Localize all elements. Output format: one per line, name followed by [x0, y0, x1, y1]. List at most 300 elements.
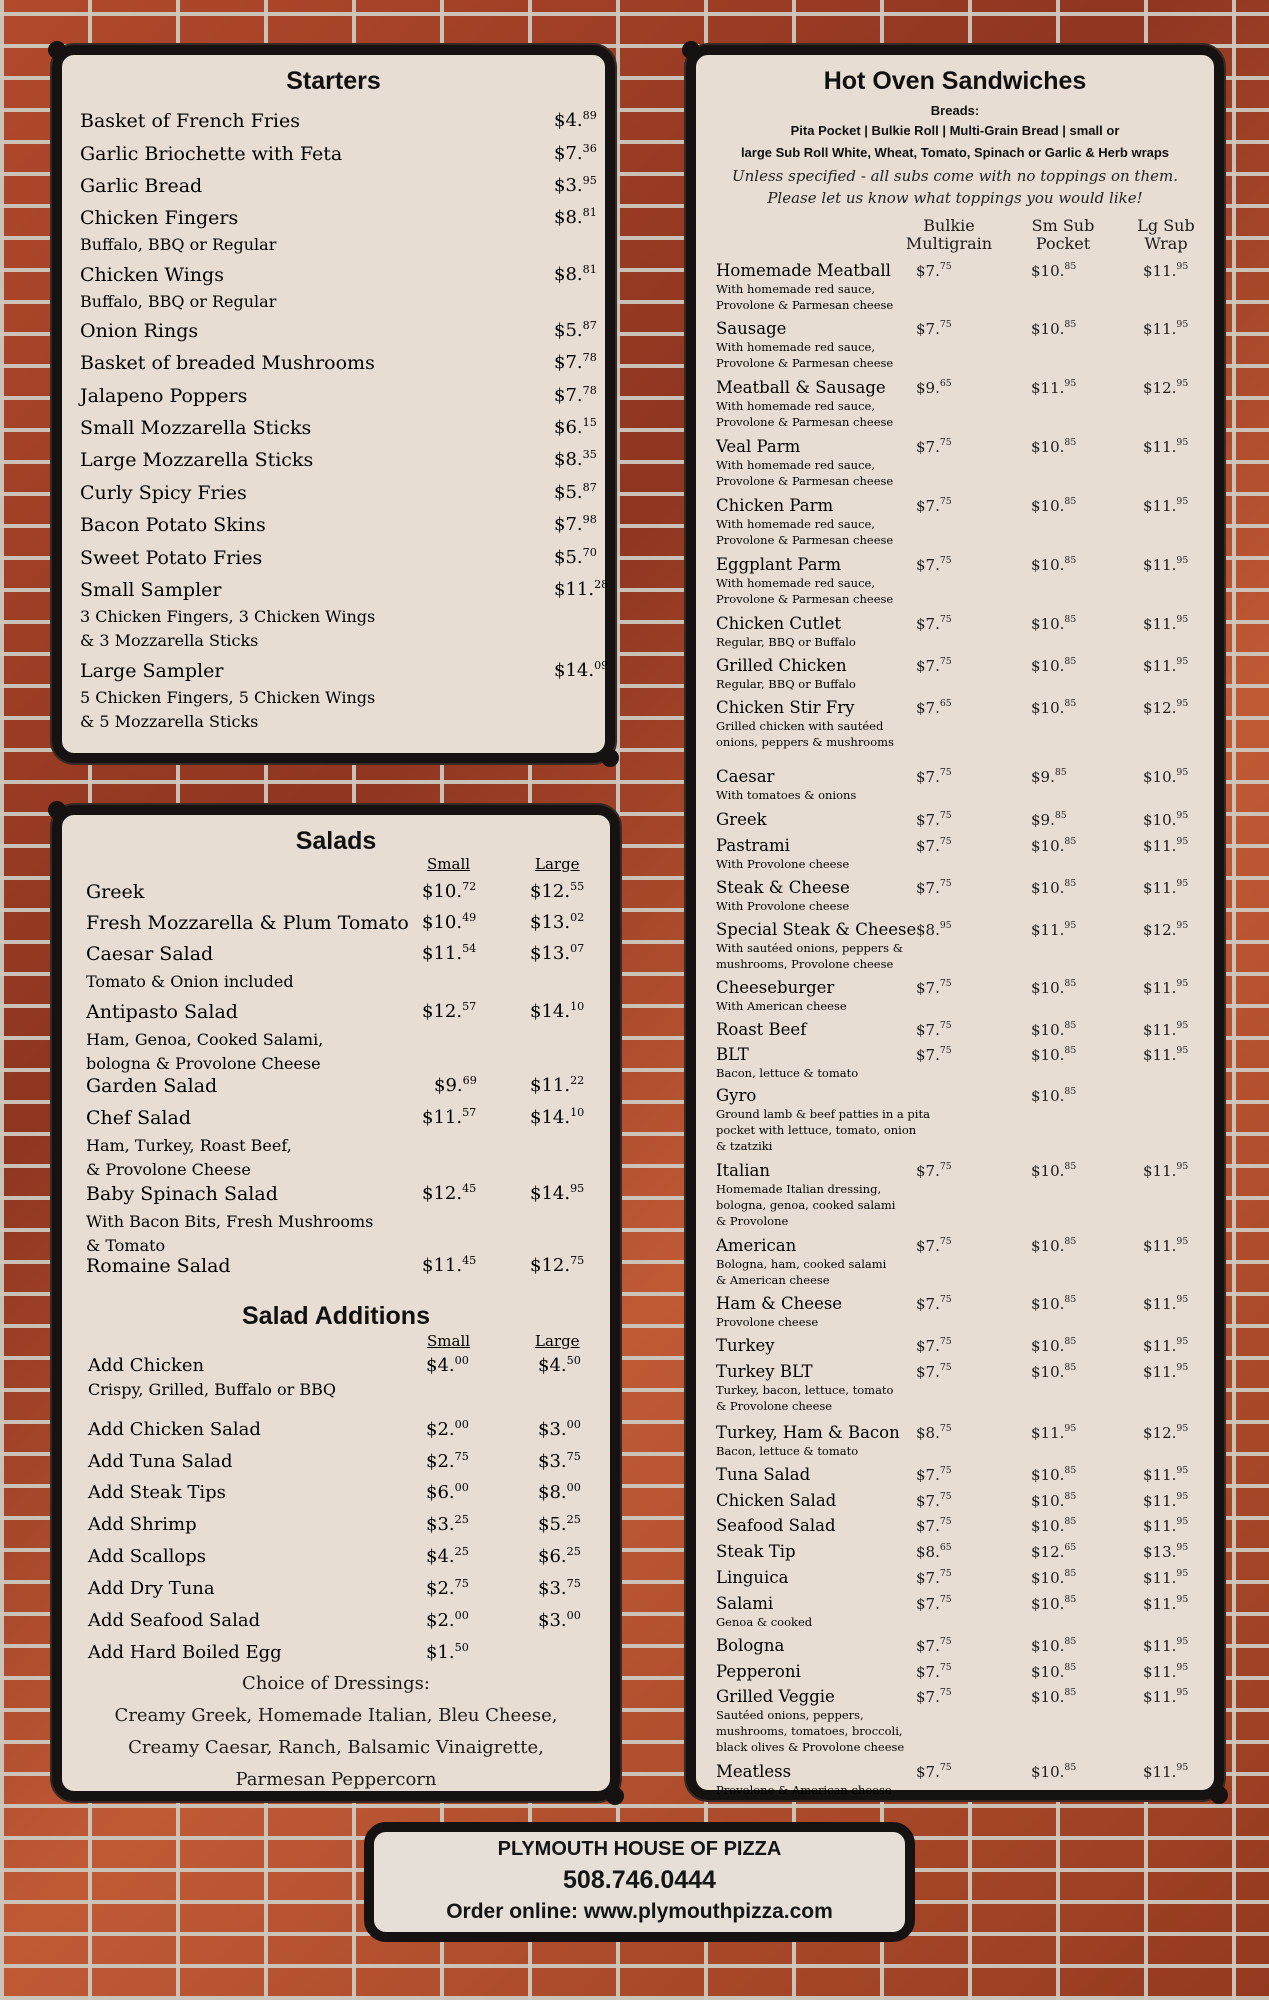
starter-name: Basket of breaded Mushrooms: [80, 352, 375, 374]
sandwich-desc: Bacon, lettuce & tomato: [716, 1066, 859, 1080]
price-cents: 00: [454, 1354, 469, 1367]
salad-price-large: [530, 1075, 584, 1096]
price-dollars: $7.: [916, 320, 940, 338]
addition-price-small: [426, 1610, 469, 1631]
price-cents: 25: [454, 1545, 469, 1558]
price-dollars: $4.: [554, 110, 583, 131]
price-dollars: $13.: [1143, 1543, 1177, 1561]
price-dollars: $7.: [916, 1363, 940, 1381]
sandwich-price: [1031, 1543, 1076, 1561]
price-cents: 85: [1064, 1045, 1077, 1056]
price-cents: 95: [1176, 1662, 1189, 1673]
salad-name: Antipasto Salad: [86, 1001, 238, 1023]
price-cents: 65: [939, 698, 952, 709]
price-dollars: $11.: [1143, 1517, 1177, 1535]
sandwich-desc: Bologna, ham, cooked salami: [716, 1257, 887, 1271]
breads-line: Pita Pocket | Bulkie Roll | Multi-Grain Bread | small or: [790, 123, 1120, 138]
price-cents: 85: [1064, 1294, 1077, 1305]
price-cents: 85: [1064, 319, 1077, 330]
price-dollars: $4.: [426, 1546, 455, 1567]
price-cents: 95: [1176, 1568, 1189, 1579]
price-cents: 50: [454, 1641, 469, 1654]
starter-name: Onion Rings: [80, 320, 199, 342]
price-dollars: $7.: [916, 1763, 940, 1781]
price-dollars: $3.: [554, 175, 583, 196]
sandwich-price: [1031, 699, 1076, 717]
price-dollars: $10.: [1031, 320, 1065, 338]
phone-number: 508.746.0444: [563, 1866, 716, 1894]
dressings-title: Choice of Dressings:: [242, 1673, 430, 1694]
salad-price-large: [530, 881, 584, 902]
starter-price: [554, 207, 597, 228]
sandwiches-panel: [686, 45, 1224, 1800]
sandwich-price: [1143, 811, 1188, 829]
sandwich-price: [1143, 1688, 1188, 1706]
salad-desc: bologna & Provolone Cheese: [86, 1054, 321, 1073]
price-cents: 75: [566, 1577, 581, 1590]
price-cents: 85: [1064, 878, 1077, 889]
price-cents: 78: [582, 384, 597, 397]
starter-price: [554, 579, 608, 600]
price-dollars: $12.: [1143, 379, 1177, 397]
sandwich-price: [1143, 379, 1188, 397]
sandwich-price: [1031, 1517, 1076, 1535]
sandwich-desc: Turkey, bacon, lettuce, tomato: [716, 1383, 894, 1397]
price-dollars: $10.: [1031, 1046, 1065, 1064]
footer-banner: [364, 1822, 915, 1942]
price-cents: 09: [594, 659, 609, 672]
price-dollars: $10.: [1031, 1466, 1065, 1484]
sandwich-desc: With homemade red sauce,: [716, 517, 875, 531]
price-cents: 75: [939, 1662, 952, 1673]
breads-line: large Sub Roll White, Wheat, Tomato, Spinach or Garlic & Herb wraps: [740, 145, 1170, 160]
starter-name: Curly Spicy Fries: [80, 482, 247, 504]
salad-name: Chef Salad: [86, 1107, 192, 1129]
price-cents: 95: [1176, 437, 1189, 448]
addition-price-large: [538, 1482, 581, 1503]
price-cents: 75: [939, 836, 952, 847]
price-cents: 75: [454, 1577, 469, 1590]
price-cents: 95: [1176, 555, 1189, 566]
price-cents: 75: [939, 555, 952, 566]
price-dollars: $13.: [530, 943, 571, 964]
sandwich-name: Bologna: [716, 1636, 785, 1655]
price-dollars: $10.: [1031, 262, 1065, 280]
price-dollars: $14.: [530, 1001, 571, 1022]
addition-price-small: [426, 1514, 469, 1535]
price-dollars: $10.: [1031, 837, 1065, 855]
price-dollars: $10.: [1031, 1595, 1065, 1613]
starter-price: [554, 385, 597, 406]
price-dollars: $7.: [916, 1466, 940, 1484]
sandwich-price: [916, 1424, 952, 1442]
salad-price-small: [422, 1183, 476, 1204]
sandwich-desc: Provolone cheese: [716, 1315, 819, 1329]
price-dollars: $9.: [916, 379, 940, 397]
price-cents: 00: [454, 1609, 469, 1622]
price-cents: 95: [1176, 1020, 1189, 1031]
sandwich-price: [1143, 1237, 1188, 1255]
price-dollars: $1.: [426, 1642, 455, 1663]
price-dollars: $6.: [426, 1482, 455, 1503]
price-dollars: $10.: [1031, 615, 1065, 633]
sandwich-price: [1143, 1663, 1188, 1681]
price-cents: 85: [1054, 810, 1067, 821]
price-dollars: $13.: [530, 912, 571, 933]
salad-desc: Tomato & Onion included: [86, 972, 294, 991]
sandwich-price: [916, 1543, 952, 1561]
price-dollars: $7.: [916, 879, 940, 897]
price-dollars: $7.: [916, 1637, 940, 1655]
starter-price: [554, 175, 597, 196]
sandwich-price: [1031, 615, 1076, 633]
sandwich-desc: Genoa & cooked: [716, 1615, 813, 1629]
sandwich-name: Grilled Veggie: [716, 1687, 835, 1706]
price-cents: 85: [1064, 437, 1077, 448]
sandwich-price: [1031, 1021, 1076, 1039]
sandwich-price: [1143, 1337, 1188, 1355]
sandwich-desc: onions, peppers & mushrooms: [716, 735, 894, 749]
sandwich-price: [916, 1295, 952, 1313]
price-cents: 81: [582, 206, 597, 219]
starter-name: Small Sampler: [80, 579, 222, 601]
starter-price: [554, 417, 597, 438]
price-cents: 00: [566, 1418, 581, 1431]
price-cents: 70: [582, 546, 597, 559]
price-dollars: $10.: [1031, 1021, 1065, 1039]
starter-name: Garlic Bread: [80, 175, 203, 197]
sandwich-name: Homemade Meatball: [716, 261, 891, 280]
price-dollars: $7.: [554, 385, 583, 406]
price-dollars: $7.: [916, 1237, 940, 1255]
price-dollars: $10.: [1031, 438, 1065, 456]
price-dollars: $12.: [1031, 1543, 1065, 1561]
price-dollars: $11.: [1143, 1162, 1177, 1180]
price-dollars: $11.: [422, 1107, 463, 1128]
sandwich-name: Grilled Chicken: [716, 656, 847, 675]
addition-price-large: [538, 1451, 581, 1472]
sandwich-price: [1031, 1337, 1076, 1355]
sandwich-desc: Provolone & American cheese: [716, 1783, 892, 1797]
price-dollars: $8.: [554, 207, 583, 228]
sandwich-name: Linguica: [716, 1568, 789, 1587]
price-cents: 95: [1176, 1336, 1189, 1347]
price-cents: 85: [1064, 1020, 1077, 1031]
sandwich-price: [916, 1517, 952, 1535]
sandwich-price: [916, 768, 952, 786]
price-dollars: $10.: [422, 881, 463, 902]
starter-price: [554, 449, 597, 470]
price-cents: 85: [1064, 1336, 1077, 1347]
price-cents: 95: [1176, 1161, 1189, 1172]
price-cents: 25: [566, 1513, 581, 1526]
sandwich-price: [1143, 1637, 1188, 1655]
column-header-text: Bulkie: [923, 216, 975, 235]
sandwich-desc: Sautéed onions, peppers,: [716, 1708, 864, 1722]
sandwich-name: Turkey BLT: [716, 1362, 813, 1381]
starter-price: [554, 547, 597, 568]
price-dollars: $8.: [916, 1543, 940, 1561]
sandwich-desc: Provolone & Parmesan cheese: [716, 533, 894, 547]
price-cents: 95: [1176, 614, 1189, 625]
starter-price: [554, 660, 608, 681]
sandwich-price: [1031, 1363, 1076, 1381]
price-dollars: $10.: [1031, 657, 1065, 675]
price-dollars: $11.: [1143, 556, 1177, 574]
sandwich-name: Caesar: [716, 767, 775, 786]
salad-price-large: [530, 1107, 584, 1128]
price-cents: 95: [1176, 496, 1189, 507]
price-cents: 95: [1176, 1516, 1189, 1527]
sandwich-price: [1031, 811, 1067, 829]
addition-price-small: [426, 1451, 469, 1472]
sandwich-price: [916, 615, 952, 633]
price-dollars: $12.: [1143, 1424, 1177, 1442]
price-cents: 75: [939, 767, 952, 778]
sandwich-price: [1143, 1569, 1188, 1587]
sandwich-desc: Grilled chicken with sautéed: [716, 719, 884, 733]
price-cents: 95: [1176, 1294, 1189, 1305]
sandwich-desc: Provolone & Parmesan cheese: [716, 356, 894, 370]
price-dollars: $11.: [1143, 1363, 1177, 1381]
price-cents: 95: [1176, 1542, 1189, 1553]
sandwich-desc: With homemade red sauce,: [716, 576, 875, 590]
sandwiches-title: Hot Oven Sandwiches: [823, 67, 1087, 95]
column-header-bulkie: [904, 217, 994, 253]
sandwich-desc: Homemade Italian dressing,: [716, 1182, 882, 1196]
price-dollars: $3.: [538, 1610, 567, 1631]
price-dollars: $11.: [1143, 1595, 1177, 1613]
price-cents: 57: [462, 1000, 477, 1013]
price-cents: 85: [1064, 1568, 1077, 1579]
price-dollars: $8.: [554, 449, 583, 470]
sandwich-price: [1143, 262, 1188, 280]
starter-name: Chicken Fingers: [80, 207, 239, 229]
sandwich-price: [1143, 1363, 1188, 1381]
price-cents: 95: [1176, 810, 1189, 821]
sandwich-price: [1143, 699, 1188, 717]
sandwich-desc: With American cheese: [716, 999, 847, 1013]
price-cents: 95: [1176, 1594, 1189, 1605]
price-cents: 75: [939, 1161, 952, 1172]
price-cents: 49: [462, 911, 477, 924]
price-dollars: $10.: [1031, 1517, 1065, 1535]
price-dollars: $11.: [1143, 1688, 1177, 1706]
price-cents: 85: [1054, 767, 1067, 778]
column-header-text: Sm Sub: [1031, 216, 1095, 235]
price-dollars: $8.: [554, 264, 583, 285]
sandwich-name: BLT: [716, 1045, 749, 1064]
salads-title: Salads: [295, 827, 377, 855]
sandwich-price: [1031, 1087, 1076, 1105]
price-dollars: $8.: [538, 1482, 567, 1503]
price-cents: 69: [462, 1074, 477, 1087]
sandwich-price: [1031, 837, 1076, 855]
price-cents: 45: [462, 1254, 477, 1267]
breads-label: Breads:: [930, 103, 980, 118]
price-cents: 85: [1064, 614, 1077, 625]
sandwich-price: [1031, 657, 1076, 675]
sandwich-price: [916, 1021, 952, 1039]
price-dollars: $7.: [916, 556, 940, 574]
additions-title: Salad Additions: [242, 1302, 430, 1330]
price-cents: 75: [939, 496, 952, 507]
price-cents: 85: [1064, 978, 1077, 989]
sandwich-price: [916, 1337, 952, 1355]
sandwich-price: [916, 699, 952, 717]
price-dollars: $6.: [554, 417, 583, 438]
price-cents: 85: [1064, 261, 1077, 272]
price-dollars: $7.: [916, 1021, 940, 1039]
sandwich-name: Pastrami: [716, 836, 790, 855]
starter-price: [554, 320, 597, 341]
price-cents: 55: [570, 880, 585, 893]
price-cents: 81: [582, 263, 597, 276]
dressings-line: Parmesan Peppercorn: [235, 1769, 437, 1790]
salads-small-header: Small: [427, 855, 471, 873]
price-dollars: $10.: [1031, 1492, 1065, 1510]
price-dollars: $9.: [1031, 768, 1055, 786]
salad-price-large: [530, 943, 584, 964]
addition-price-large: [538, 1355, 581, 1376]
sandwich-name: Special Steak & Cheese: [716, 920, 917, 939]
salad-price-small: [422, 943, 476, 964]
sandwich-price: [1031, 1688, 1076, 1706]
price-cents: 28: [594, 578, 609, 591]
price-dollars: $10.: [1031, 1087, 1065, 1105]
price-cents: 15: [582, 416, 597, 429]
price-dollars: $10.: [1031, 1763, 1065, 1781]
price-cents: 95: [1176, 1491, 1189, 1502]
price-dollars: $11.: [1143, 1466, 1177, 1484]
starter-desc: & 3 Mozzarella Sticks: [80, 631, 259, 650]
sandwich-price: [1143, 1492, 1188, 1510]
sandwich-price: [916, 1363, 952, 1381]
starter-price: [554, 110, 597, 131]
addition-name: Add Scallops: [88, 1546, 207, 1567]
price-dollars: $7.: [916, 1688, 940, 1706]
sandwich-price: [1143, 556, 1188, 574]
price-cents: 75: [454, 1450, 469, 1463]
starter-desc: & 5 Mozzarella Sticks: [80, 712, 259, 731]
sandwich-name: Greek: [716, 810, 767, 829]
price-dollars: $11.: [1143, 1637, 1177, 1655]
price-dollars: $11.: [1143, 1763, 1177, 1781]
price-cents: 95: [1176, 1465, 1189, 1476]
sandwich-price: [916, 320, 952, 338]
price-dollars: $14.: [554, 660, 595, 681]
sandwich-price: [1031, 1595, 1076, 1613]
sandwich-price: [1143, 657, 1188, 675]
price-cents: 65: [939, 378, 952, 389]
price-dollars: $11.: [1143, 1021, 1177, 1039]
price-cents: 85: [1064, 1236, 1077, 1247]
price-dollars: $11.: [1143, 1295, 1177, 1313]
price-cents: 57: [462, 1106, 477, 1119]
salad-name: Caesar Salad: [86, 943, 214, 965]
sandwich-name: Salami: [716, 1594, 774, 1613]
price-cents: 10: [570, 1106, 585, 1119]
price-dollars: $9.: [434, 1075, 463, 1096]
salad-desc: Ham, Turkey, Roast Beef,: [86, 1136, 292, 1155]
sandwich-price: [1031, 379, 1076, 397]
addition-name: Add Tuna Salad: [88, 1451, 233, 1472]
addition-name: Add Chicken Salad: [88, 1419, 261, 1440]
sandwich-price: [916, 1569, 952, 1587]
price-dollars: $10.: [1143, 768, 1177, 786]
starter-name: Basket of French Fries: [80, 110, 300, 132]
sandwich-desc: With homemade red sauce,: [716, 282, 875, 296]
sandwich-price: [916, 1046, 952, 1064]
price-cents: 75: [939, 1762, 952, 1773]
price-cents: 75: [939, 261, 952, 272]
sandwich-name: Veal Parm: [716, 437, 801, 456]
price-dollars: $8.: [916, 921, 940, 939]
additions-large-header: Large: [535, 1332, 580, 1350]
sandwich-price: [916, 1595, 952, 1613]
addition-name: Add Seafood Salad: [88, 1610, 261, 1631]
price-cents: 85: [1064, 1491, 1077, 1502]
price-dollars: $11.: [1143, 1237, 1177, 1255]
addition-name: Add Chicken: [88, 1355, 205, 1376]
salad-price-small: [434, 1075, 477, 1096]
price-cents: 85: [1064, 496, 1077, 507]
price-cents: 85: [1064, 698, 1077, 709]
sandwich-name: American: [716, 1236, 797, 1255]
salad-price-large: [530, 1255, 584, 1276]
price-cents: 85: [1064, 555, 1077, 566]
sandwich-price: [916, 262, 952, 280]
price-dollars: $12.: [1143, 699, 1177, 717]
sandwich-desc: & Provolone: [716, 1214, 789, 1228]
sandwich-price: [1031, 1637, 1076, 1655]
sandwich-price: [1143, 1763, 1188, 1781]
sandwich-name: Steak Tip: [716, 1542, 796, 1561]
price-cents: 95: [1064, 1423, 1077, 1434]
price-dollars: $11.: [1143, 1337, 1177, 1355]
price-cents: 75: [939, 656, 952, 667]
sandwich-desc: With homemade red sauce,: [716, 458, 875, 472]
price-dollars: $12.: [422, 1001, 463, 1022]
starter-name: Sweet Potato Fries: [80, 547, 263, 569]
addition-price-large: [538, 1546, 581, 1567]
addition-name: Add Dry Tuna: [88, 1578, 215, 1599]
price-dollars: $6.: [538, 1546, 567, 1567]
addition-price-small: [426, 1419, 469, 1440]
price-dollars: $7.: [916, 1595, 940, 1613]
addition-price-large: [538, 1578, 581, 1599]
price-dollars: $11.: [1143, 615, 1177, 633]
column-header-lg-sub: [1126, 217, 1206, 253]
salad-price-large: [530, 912, 584, 933]
price-cents: 75: [939, 1491, 952, 1502]
sandwich-desc: Bacon, lettuce & tomato: [716, 1444, 859, 1458]
price-cents: 75: [939, 1336, 952, 1347]
sandwich-price: [916, 497, 952, 515]
salad-name: Baby Spinach Salad: [86, 1183, 278, 1205]
salad-desc: With Bacon Bits, Fresh Mushrooms: [86, 1212, 374, 1231]
sandwich-desc: mushrooms, Provolone cheese: [716, 957, 894, 971]
sandwich-name: Pepperoni: [716, 1662, 801, 1681]
price-dollars: $7.: [916, 1492, 940, 1510]
price-dollars: $11.: [1143, 262, 1177, 280]
addition-desc: Crispy, Grilled, Buffalo or BBQ: [88, 1380, 337, 1399]
note-line: Unless specified - all subs come with no toppings on them.: [732, 167, 1178, 185]
starter-desc: Buffalo, BBQ or Regular: [80, 292, 277, 311]
price-dollars: $2.: [426, 1578, 455, 1599]
order-online-link[interactable]: Order online: www.plymouthpizza.com: [446, 1900, 833, 1923]
price-cents: 85: [1064, 1516, 1077, 1527]
